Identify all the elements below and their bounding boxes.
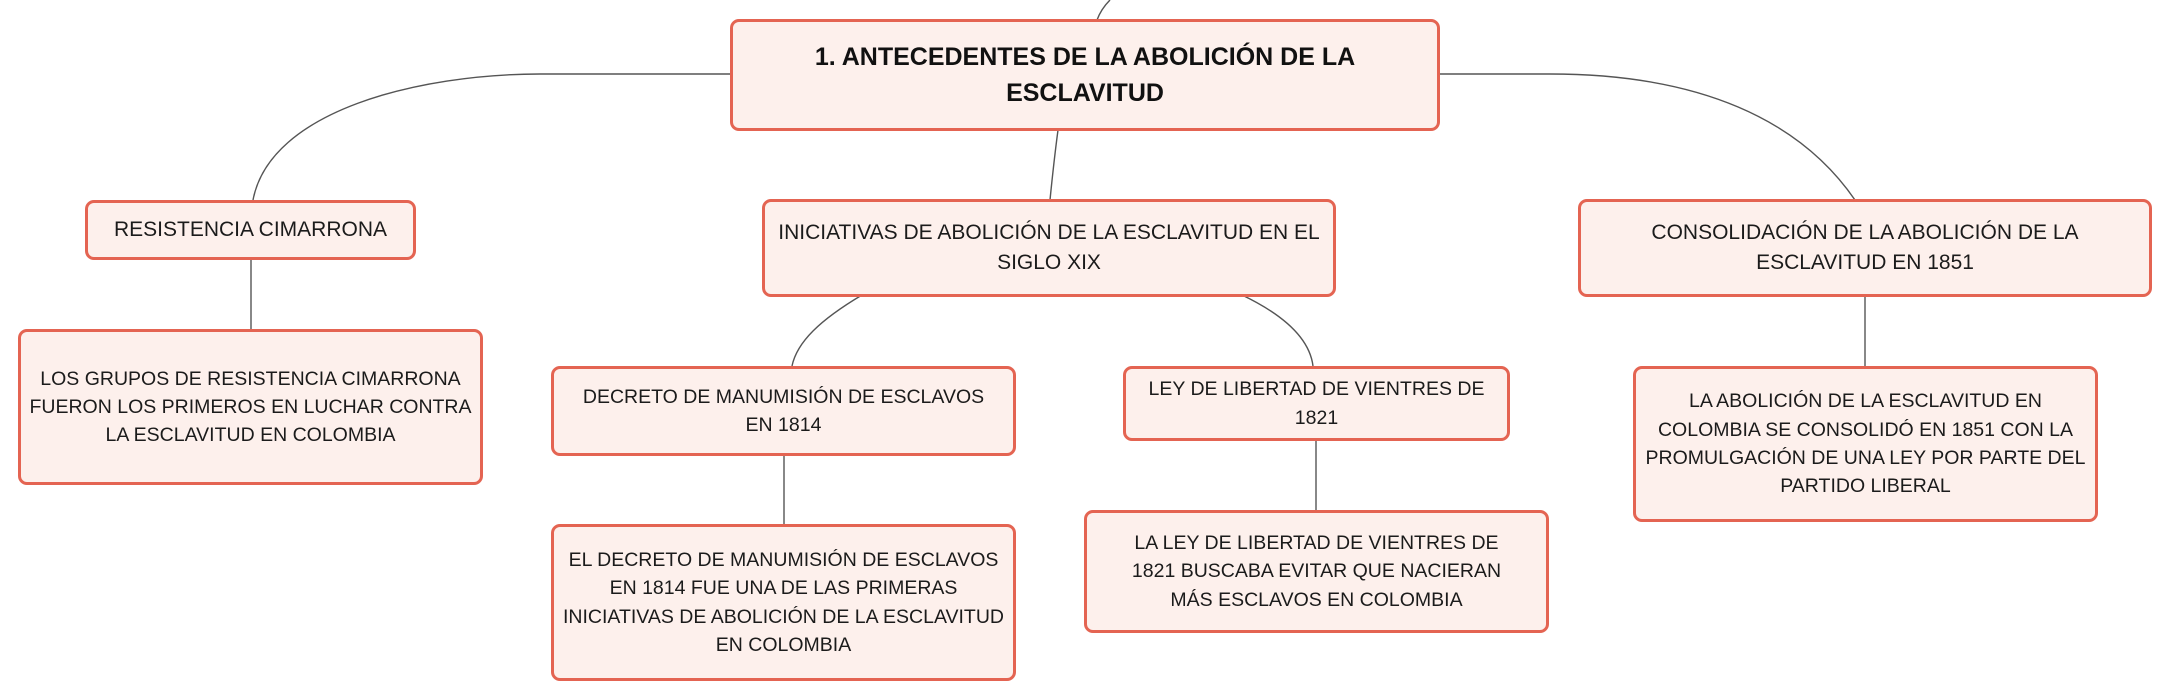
iniciativas-abolicion-node[interactable] (762, 199, 1336, 297)
decreto-manumision-label: DECRETO DE MANUMISIÓN DE ESCLAVOS EN 1814 (582, 385, 985, 436)
iniciativas-abolicion-label: INICIATIVAS DE ABOLICIÓN DE LA ESCLAVITUD EN EL SIGLO XIX (778, 220, 1320, 274)
consolidacion-abolicion-node[interactable] (1578, 199, 2152, 297)
ley-libertad-vientres-label: LEY DE LIBERTAD DE VIENTRES DE 1821 (1148, 378, 1485, 429)
ley-libertad-vientres-detail-label: LA LEY DE LIBERTAD DE VIENTRES DE 1821 BUSCABA EVITAR QUE NACIERAN MÁS ESCLAVOS EN COLOMBIA (1131, 532, 1502, 611)
consolidacion-abolicion-detail-node[interactable] (1633, 366, 2098, 522)
connector-root-iniciativas (1050, 130, 1058, 200)
root-topic-label: 1. ANTECEDENTES DE LA ABOLICIÓN DE LA ESCLAVITUD (814, 42, 1356, 107)
consolidacion-abolicion-label: CONSOLIDACIÓN DE LA ABOLICIÓN DE LA ESCLAVITUD EN 1851 (1651, 220, 2079, 274)
connector-root-parent (1097, 0, 1110, 20)
decreto-manumision-node[interactable] (551, 366, 1016, 456)
connector-root-resistencia (253, 74, 730, 200)
resistencia-cimarrona-detail-node[interactable] (18, 329, 483, 485)
connector-iniciativas-decreto (792, 295, 862, 366)
resistencia-cimarrona-detail-label: LOS GRUPOS DE RESISTENCIA CIMARRONA FUERON LOS PRIMEROS EN LUCHAR CONTRA LA ESCLAVITUD EN COLOMBIA (29, 367, 472, 447)
decreto-manumision-detail-label: EL DECRETO DE MANUMISIÓN DE ESCLAVOS EN 1814 FUE UNA DE LAS PRIMERAS INICIATIVAS DE ABOLICIÓN DE LA ESCLAVITUD EN COLOMBIA (562, 548, 1005, 656)
root-topic-node[interactable] (730, 19, 1440, 131)
resistencia-cimarrona-node[interactable] (85, 200, 416, 260)
connector-root-consolidacion (1438, 74, 1855, 200)
consolidacion-abolicion-detail-label: LA ABOLICIÓN DE LA ESCLAVITUD EN COLOMBIA SE CONSOLIDÓ EN 1851 CON LA PROMULGACIÓN DE UNA LEY POR PARTE DEL PARTIDO LIBERAL (1645, 390, 2086, 498)
connector-iniciativas-ley (1242, 295, 1313, 366)
resistencia-cimarrona-label: RESISTENCIA CIMARRONA (113, 217, 388, 241)
decreto-manumision-detail-node[interactable] (551, 524, 1016, 681)
ley-libertad-vientres-node[interactable] (1123, 366, 1510, 441)
ley-libertad-vientres-detail-node[interactable] (1084, 510, 1549, 633)
